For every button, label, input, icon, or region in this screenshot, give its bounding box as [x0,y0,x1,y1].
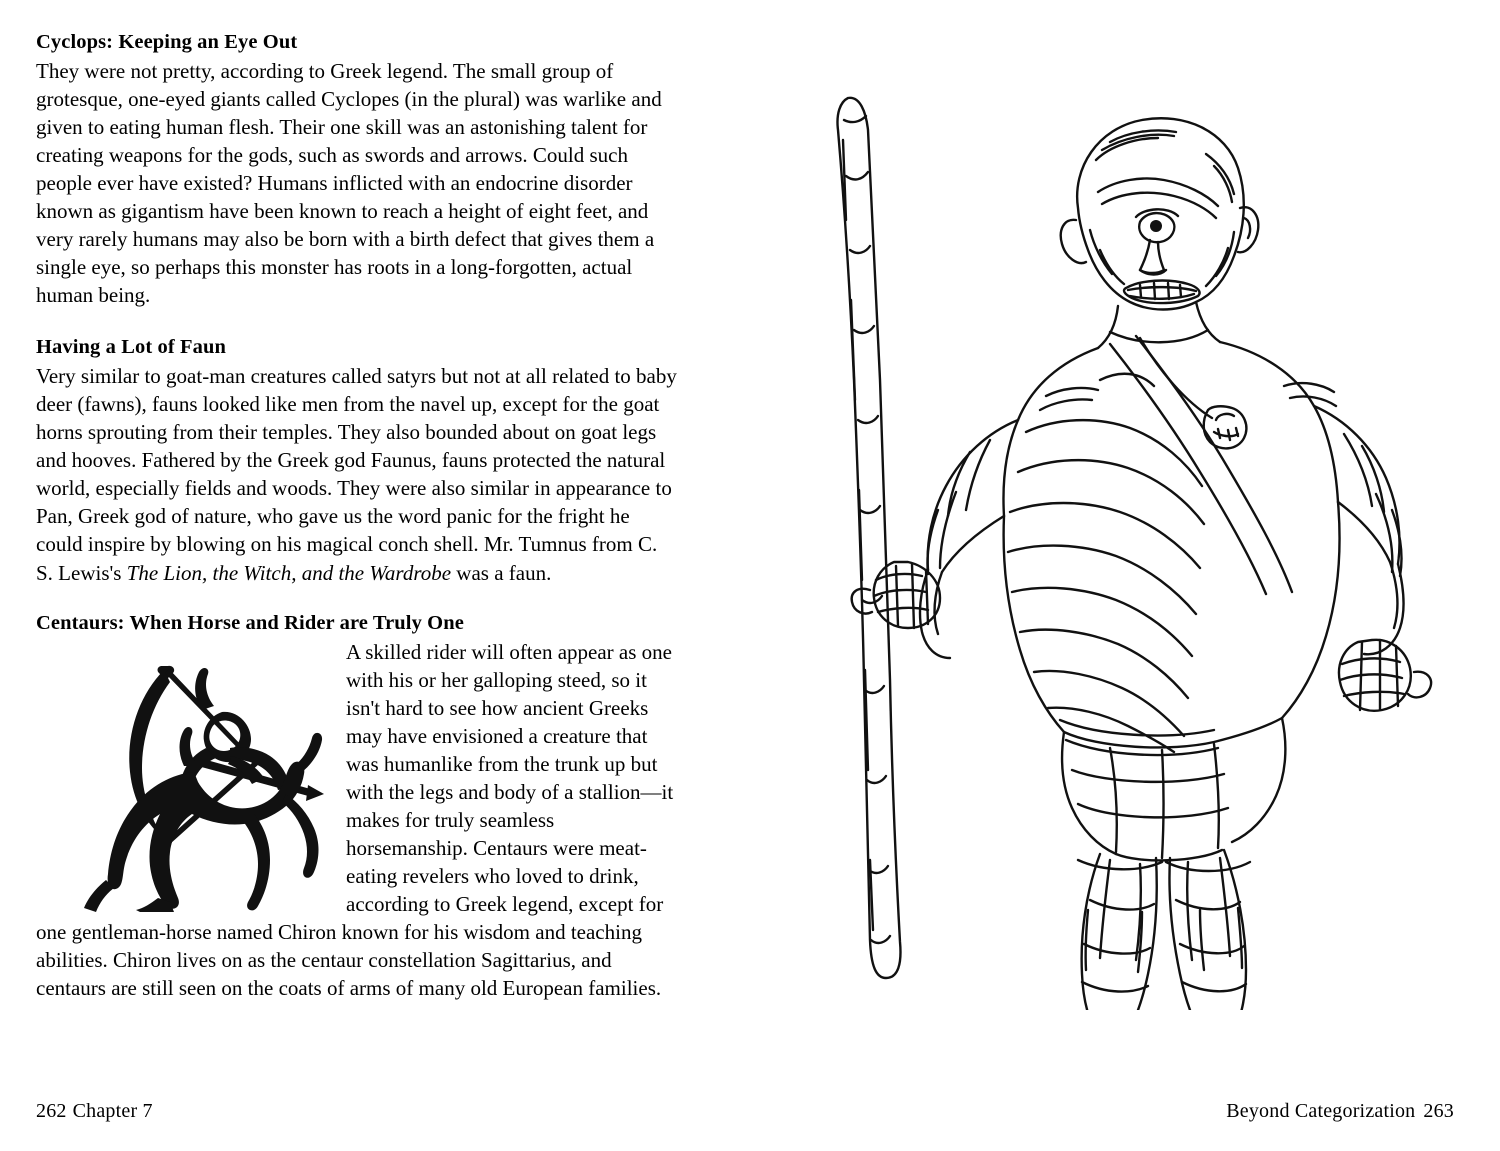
faun-text-part-1: Very similar to goat-man creatures called satyrs but not at all related to baby deer (fawns), fauns looked like men from the navel up, except for the goat horns sprouting from their temples. They also bounded about on goat legs and hooves. Fathered by the Greek god Faunus, fauns protected the natural world, especially fields and woods. They were also similar in appearance to Pan, Greek god of nature, who gave us the word panic for the fright he could inspire by blowing on his magical conch shell. Mr. Tumnus from C. S. Lewis's [36,364,677,585]
section-cyclops [36,30,678,309]
section-heading-centaurs: Centaurs: When Horse and Rider are Truly One [36,611,464,634]
section-body-centaurs-wrapped: A skilled rider will often appear as one with his or her galloping steed, so it isn't hard to see how ancient Greeks may have envisioned a creature that was humanlike from the trunk up but with the legs and body of a stallion—it makes for truly seamless horsemanship. Centaurs were meat-eating revelers who loved to drink, according to Greek legend, except for [346,639,674,916]
centaur-archer-silhouette-icon [46,644,324,912]
page-number-left: 262 [36,1100,67,1122]
section-body-centaurs-rest: one gentleman-horse named Chiron known for his wisdom and teaching abilities. Chiron lives on as the centaur constellation Sagittarius, and centaurs are still seen on the coats of arms of many old European families. [36,919,662,1000]
footer-left [36,1100,153,1123]
footer-right [1226,1100,1454,1123]
chapter-label: Chapter 7 [72,1100,153,1122]
faun-book-title: The Lion, the Witch, and the Wardrobe [126,560,452,585]
section-heading-faun: Having a Lot of Faun [36,336,226,359]
section-faun [36,335,678,586]
section-body-cyclops: They were not pretty, according to Greek legend. The small group of grotesque, one-eyed giants called Cyclopes (in the plural) was warlike and given to eating human flesh. Their one skill was an astonishing talent for creating weapons for the gods, such as swords and arrows. Could such people ever have existed? Humans inflicted with an endocrine disorder known as gigantism have been known to reach a height of eight feet, and very rarely humans may also be born with a birth defect that gives them a single eye, so perhaps this monster has roots in a long-forgotten, actual human being. [36,59,662,308]
section-heading-cyclops: Cyclops: Keeping an Eye Out [36,31,298,53]
section-label: Beyond Categorization [1226,1100,1416,1122]
page-number-right: 263 [1423,1100,1454,1122]
faun-text-part-2: was a faun. [451,560,552,585]
section-body-faun [36,362,678,586]
right-page [750,0,1500,1151]
cyclops-giant-illustration-icon [810,80,1470,1010]
section-centaurs [36,611,678,1002]
